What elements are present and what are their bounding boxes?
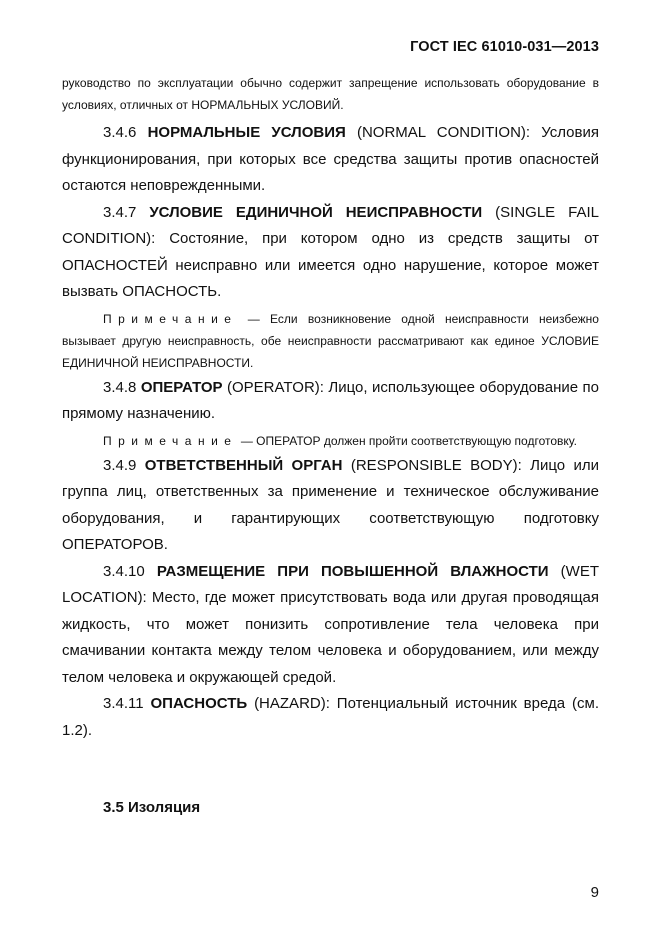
term-title: ОПАСНОСТЬ: [150, 695, 248, 712]
term-number: 3.4.8: [103, 378, 137, 396]
term-3-4-7: [62, 200, 599, 306]
term-definition: (WET LOCATION): Место, где может присутствовать вода или другая проводящая жидкость, что может понизить сопротивление тела человека при смачивании контакта между телом человека и оборудованием, или между телом человека и окружающей средой.: [62, 562, 599, 686]
term-number: 3.4.10: [103, 562, 145, 580]
page-body: [62, 72, 599, 744]
term-number: 3.4.7: [103, 203, 137, 221]
note-text: — Если возникновение одной неисправности неизбежно вызывает другую неисправность, обе неисправности рассматривают как единое УСЛОВИЕ ЕДИНИЧНОЙ НЕИСПРАВНОСТИ.: [62, 311, 599, 370]
term-definition: (HAZARD): Потенциальный источник вреда (см. 1.2).: [62, 695, 599, 739]
term-number: 3.4.6: [103, 124, 137, 141]
document-header: ГОСТ IEC 61010-031—2013: [410, 39, 599, 55]
term-3-4-11: [62, 691, 599, 744]
page-number: 9: [590, 884, 599, 901]
term-3-4-6: [62, 120, 599, 200]
term-3-4-9: [62, 453, 599, 559]
term-definition: (RESPONSIBLE BODY): Лицо или группа лиц, ответственных за применение и техническое обслуживание оборудования, и гарантирующих соответствующую подготовку ОПЕРАТОРОВ.: [62, 456, 600, 553]
note-text: — ОПЕРАТОР должен пройти соответствующую подготовку.: [240, 433, 577, 448]
term-title: УСЛОВИЕ ЕДИНИЧНОЙ НЕИСПРАВНОСТИ: [149, 203, 483, 221]
term-number: 3.4.9: [103, 456, 137, 474]
term-number: 3.4.11: [103, 695, 144, 712]
note-label: Примечание: [103, 311, 238, 326]
term-title: НОРМАЛЬНЫЕ УСЛОВИЯ: [147, 124, 346, 141]
note-3-4-7: [62, 308, 599, 374]
term-definition: (OPERATOR): Лицо, использующее оборудование по прямому назначению.: [62, 378, 599, 422]
intro-paragraph: руководство по эксплуатации обычно содержит запрещение использовать оборудование в условиях, отличных от НОРМАЛЬНЫХ УСЛОВИЙ.: [62, 76, 599, 112]
term-title: ОТВЕТСТВЕННЫЙ ОРГАН: [144, 456, 343, 474]
term-3-4-10: [62, 559, 599, 692]
term-title: РАЗМЕЩЕНИЕ ПРИ ПОВЫШЕННОЙ ВЛАЖНОСТИ: [156, 562, 549, 580]
term-definition: (SINGLE FAIL CONDITION): Состояние, при котором одно из средств защиты от ОПАСНОСТЕЙ неисправно или имеется одно нарушение, которое может вызвать ОПАСНОСТЬ.: [62, 203, 599, 300]
section-heading: 3.5 Изоляция: [103, 799, 201, 816]
term-title: ОПЕРАТОР: [140, 378, 223, 396]
note-3-4-8: [62, 430, 599, 452]
note-label: Примечание: [103, 433, 238, 448]
term-3-4-8: [62, 375, 599, 428]
term-definition: (NORMAL CONDITION): Условия функционирования, при которых все средства защиты против опасностей остаются неповрежденными.: [62, 124, 599, 194]
